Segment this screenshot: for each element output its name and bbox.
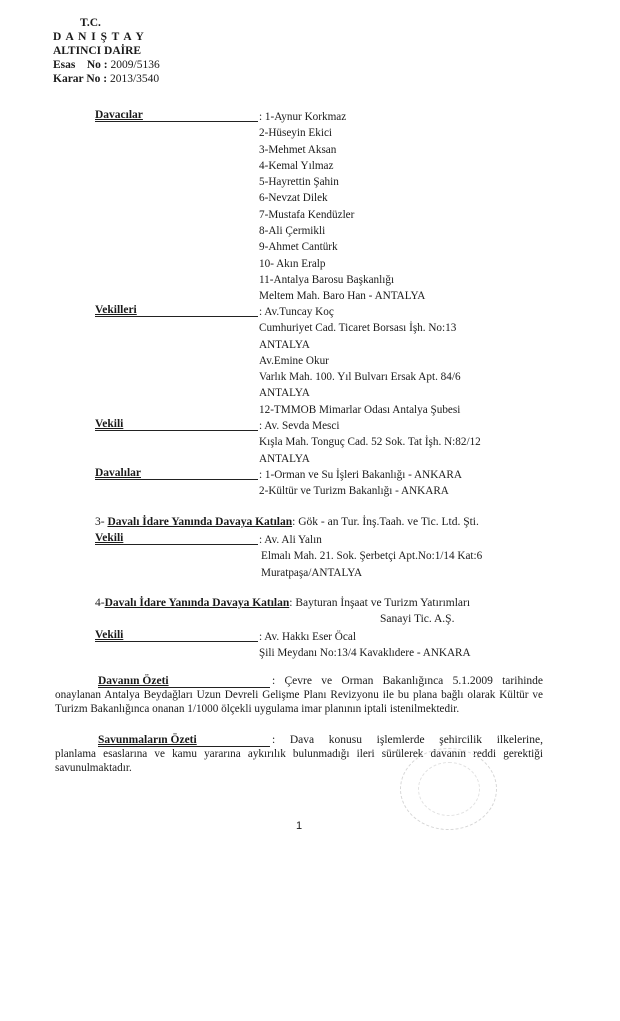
summary-label: Davanın Özeti <box>98 675 169 687</box>
list-item: Meltem Mah. Baro Han - ANTALYA <box>259 290 426 303</box>
plaintiffs-label: Davacılar <box>95 109 143 121</box>
defense-label-row <box>98 734 270 747</box>
esas-line <box>53 58 160 72</box>
intervener1-value: : Gök - an Tur. İnş.Taah. ve Tic. Ltd. Şti. <box>292 516 479 528</box>
intervener1-row <box>95 516 479 528</box>
karar-label: Karar No : <box>53 73 108 85</box>
list-item: 7-Mustafa Kendüzler <box>259 208 355 221</box>
chamber-name: ALTINCI DAİRE <box>53 45 142 57</box>
intervener1-label: Davalı İdare Yanında Davaya Katılan <box>107 516 293 528</box>
attorney2-label-row <box>95 418 258 431</box>
list-item: : Av. Sevda Mesci <box>259 420 340 432</box>
list-item: : Av. Ali Yalın <box>259 534 322 546</box>
intervener2-value2: Sanayi Tic. A.Ş. <box>380 613 455 625</box>
defendants-label-row <box>95 467 258 480</box>
list-item: Av.Emine Okur <box>259 354 329 367</box>
attorneys-label: Vekilleri <box>95 304 137 316</box>
intervener2-prefix: 4- <box>95 597 105 609</box>
list-item: 9-Ahmet Cantürk <box>259 241 338 254</box>
list-item: 4-Kemal Yılmaz <box>259 159 334 172</box>
list-item: : Av.Tuncay Koç <box>259 306 334 318</box>
defense-continuation: planlama esaslarına ve kamu yararına aykırılık bulunmadığı ileri sürülerek davanın reddi gerektiği savunulmaktadır. <box>55 748 543 774</box>
list-item: ANTALYA <box>259 338 310 351</box>
list-item: 2-Hüseyin Ekici <box>259 127 333 140</box>
intervener2-attorney-label-row <box>95 629 258 642</box>
list-item: Kışla Mah. Tonguç Cad. 52 Sok. Tat İşh. N:82/12 <box>259 436 481 449</box>
court-name: D A N I Ş T A Y <box>53 31 145 43</box>
list-item: : 1-Aynur Korkmaz <box>259 111 347 123</box>
intervener2-value: : Bayturan İnşaat ve Turizm Yatırımları <box>289 597 471 609</box>
defendants-label: Davalılar <box>95 467 141 479</box>
summary-continuation: onaylanan Antalya Beydağları Uzun Devreli Gelişme Planı Revizyonu ile bu plana bağlı olarak Kültür ve Turizm Bakanlığınca onanan 1/1000 ölçekli uygulama imar planının iptali istenilmektedir. <box>55 689 543 715</box>
attorney2-list <box>259 418 481 467</box>
list-item: 3-Mehmet Aksan <box>259 143 337 156</box>
intervener2-row <box>95 597 470 609</box>
list-item: 10- Akın Eralp <box>259 257 326 270</box>
list-item: Şili Meydanı No:13/4 Kavaklıdere - ANKARA <box>259 647 471 660</box>
karar-value: 2013/3540 <box>109 73 160 85</box>
intervener1-prefix: 3- <box>95 516 105 528</box>
plaintiffs-label-row <box>95 109 258 122</box>
summary-text: : Çevre ve Orman Bakanlığınca 5.1.2009 tarihinde <box>272 675 543 687</box>
plaintiffs-list <box>259 109 425 305</box>
attorneys-label-row <box>95 304 258 317</box>
karar-line <box>53 72 159 86</box>
page-number: 1 <box>296 820 303 832</box>
intervener1-attorney-list <box>259 532 482 581</box>
list-item: 5-Hayrettin Şahin <box>259 176 339 189</box>
intervener1-attorney-label-row <box>95 532 258 545</box>
list-item: 11-Antalya Barosu Başkanlığı <box>259 273 395 286</box>
list-item: 6-Nevzat Dilek <box>259 192 328 205</box>
header-tc: T.C. <box>80 17 101 29</box>
list-item: : Av. Hakkı Eser Öcal <box>259 631 356 643</box>
defendants-list <box>259 467 462 500</box>
intervener2-attorney-list <box>259 629 471 662</box>
intervener2-attorney-label: Vekili <box>95 629 124 641</box>
esas-label: Esas <box>53 59 76 71</box>
intervener1-attorney-label: Vekili <box>95 532 124 544</box>
esas-no-label: No : <box>86 59 108 71</box>
list-item: 12-TMMOB Mimarlar Odası Antalya Şubesi <box>259 403 461 416</box>
list-item: 2-Kültür ve Turizm Bakanlığı - ANKARA <box>259 485 449 498</box>
list-item: ANTALYA <box>259 452 310 465</box>
list-item: Varlık Mah. 100. Yıl Bulvarı Ersak Apt. 84/6 <box>259 371 461 384</box>
attorneys-list <box>259 304 461 418</box>
intervener2-label: Davalı İdare Yanında Davaya Katılan <box>104 597 290 609</box>
attorney2-label: Vekili <box>95 418 124 430</box>
list-item: Muratpaşa/ANTALYA <box>261 566 363 579</box>
summary-label-row <box>98 675 270 688</box>
defense-label: Savunmaların Özeti <box>98 734 197 746</box>
defense-text: : Dava konusu işlemlerde şehircilik ilkelerine, <box>272 734 543 746</box>
esas-value: 2009/5136 <box>110 59 160 71</box>
list-item: : 1-Orman ve Su İşleri Bakanlığı - ANKARA <box>259 469 462 481</box>
list-item: Elmalı Mah. 21. Sok. Şerbetçi Apt.No:1/14 Kat:6 <box>261 550 483 563</box>
list-item: Cumhuriyet Cad. Ticaret Borsası İşh. No:13 <box>259 322 457 335</box>
list-item: 8-Ali Çermikli <box>259 225 326 238</box>
stamp-inner-mark <box>418 762 480 816</box>
list-item: ANTALYA <box>259 387 310 400</box>
